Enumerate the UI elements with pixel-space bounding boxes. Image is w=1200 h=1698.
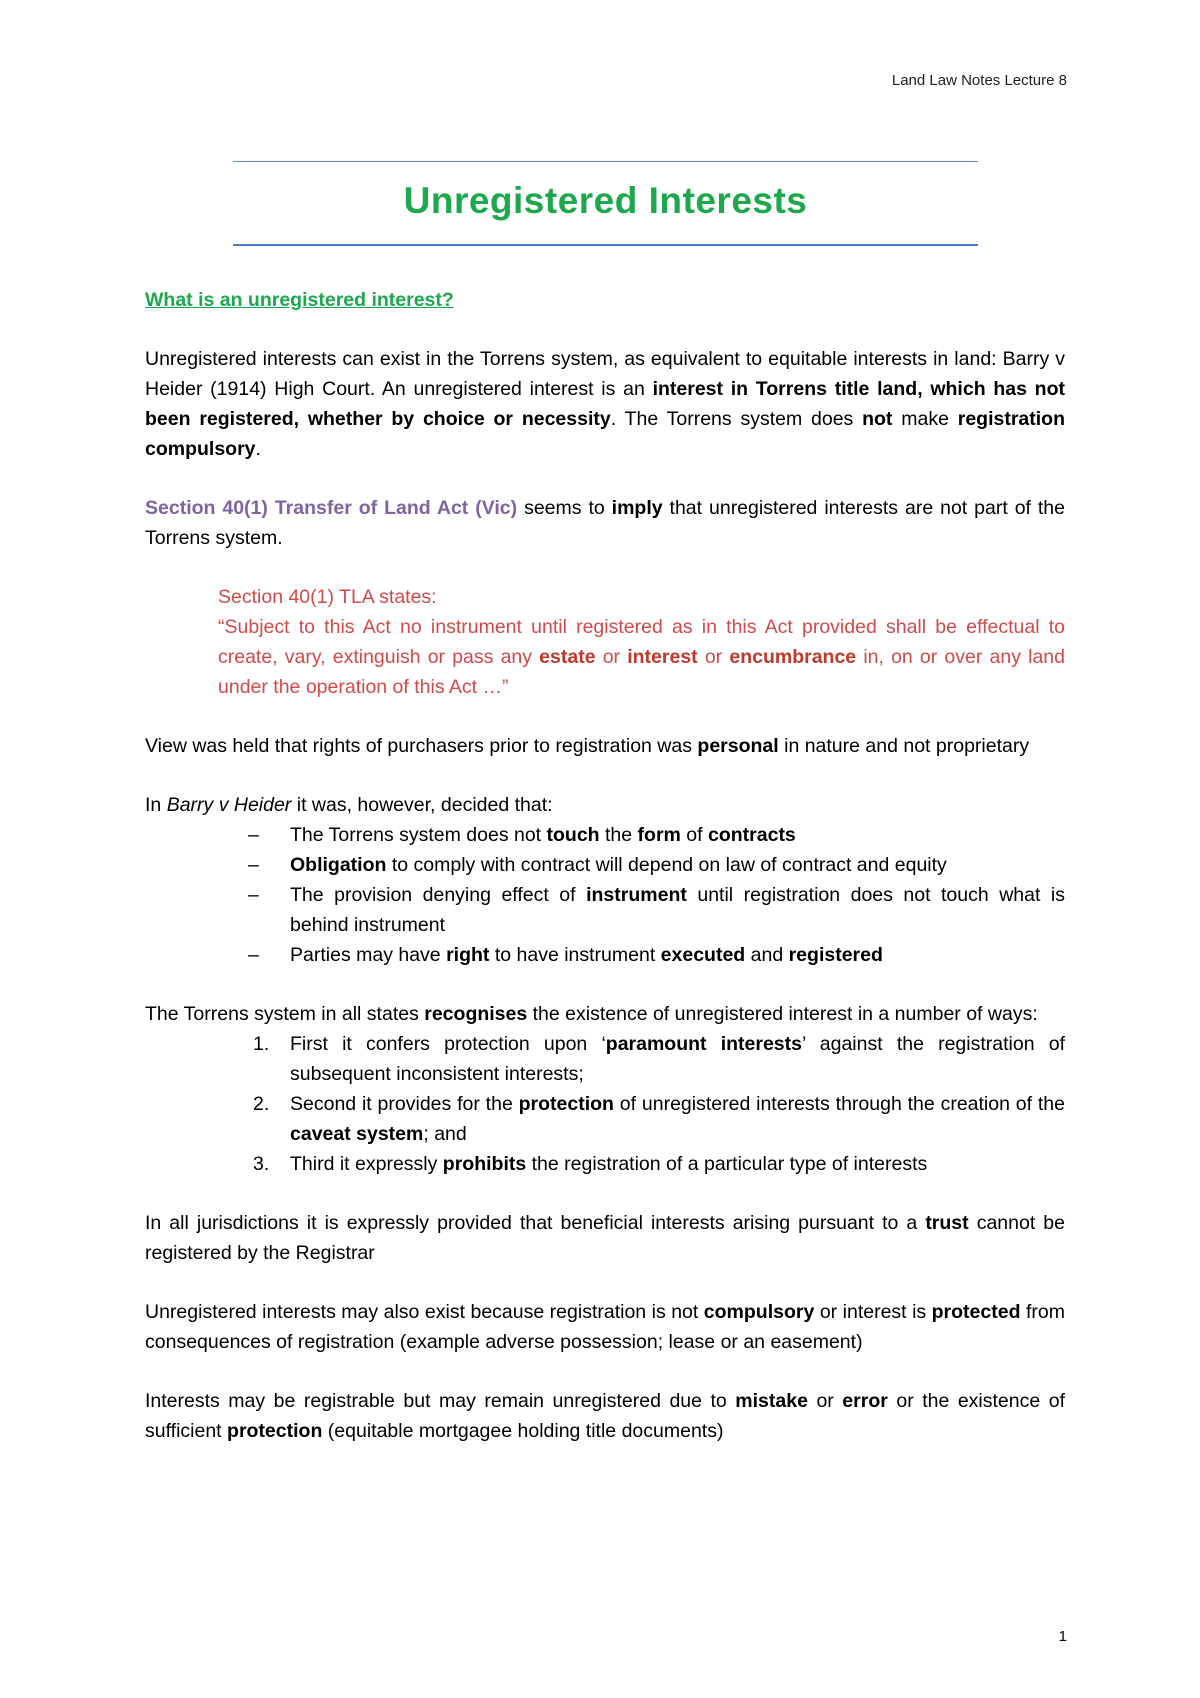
paragraph-barry-v-heider: In Barry v Heider it was, however, decided that:: [145, 794, 553, 816]
paragraph-not-compulsory: Unregistered interests may also exist because registration is not compulsory or interest is protected from consequences of registration (example adverse possession; lease or an easement): [145, 1301, 1065, 1353]
statute-reference: Section 40(1) Transfer of Land Act (Vic): [145, 497, 518, 519]
title-rule-bottom: [233, 244, 978, 246]
list-item: 2. Second it provides for the protection of unregistered interests through the creation of the caveat system; and: [253, 1093, 1065, 1145]
list-item: – The Torrens system does not touch the form of contracts: [145, 820, 1065, 850]
paragraph-trust: In all jurisdictions it is expressly provided that beneficial interests arising pursuant to a trust cannot be registered by the Registrar: [145, 1212, 1065, 1264]
running-header: Land Law Notes Lecture 8: [891, 72, 1067, 89]
list-item: 1. First it confers protection upon ‘paramount interests’ against the registration of subsequent inconsistent interests;: [253, 1033, 1065, 1085]
paragraph-section-40: Section 40(1) Transfer of Land Act (Vic) seems to imply that unregistered interests are not part of the Torrens system.: [145, 497, 1065, 549]
paragraph-recognition: The Torrens system in all states recognises the existence of unregistered interest in a number of ways:: [145, 1003, 1038, 1025]
document-body: [145, 285, 1065, 1475]
paragraph-view-held: View was held that rights of purchasers prior to registration was personal in nature and not proprietary: [145, 735, 1030, 757]
page-title: Unregistered Interests: [403, 180, 808, 221]
page-number: 1: [1058, 1628, 1067, 1645]
recognition-ways-list: [145, 1029, 1065, 1179]
list-item: – Obligation to comply with contract will depend on law of contract and equity: [145, 850, 1065, 880]
list-item: – Parties may have right to have instrument executed and registered: [145, 940, 1065, 970]
paragraph-definition: Unregistered interests can exist in the Torrens system, as equivalent to equitable interests in land: Barry v Heider (1914) High Court. An unregistered interest is an interest in Torrens title land, which has not been registered, whether by choice or necessity. The Torrens system does not make registration compulsory.: [145, 348, 1066, 460]
list-item: 3. Third it expressly prohibits the registration of a particular type of interests: [253, 1153, 928, 1175]
section-heading: What is an unregistered interest?: [145, 289, 454, 311]
quote-label: Section 40(1) TLA states:: [218, 586, 437, 608]
paragraph-registrable: Interests may be registrable but may remain unregistered due to mistake or error or the existence of sufficient protection (equitable mortgagee holding title documents): [145, 1390, 1065, 1442]
statute-quote: Section 40(1) TLA states: “Subject to this Act no instrument until registered as in this Act provided shall be effectual to create, vary, extinguish or pass any estate or interest or encumbrance in, on or over any land under the operation of this Act …”: [218, 586, 1065, 698]
decision-points-list: [145, 820, 1065, 970]
list-item: – The provision denying effect of instrument until registration does not touch what is behind instrument: [145, 880, 1065, 940]
title-rule-top: [233, 161, 978, 162]
